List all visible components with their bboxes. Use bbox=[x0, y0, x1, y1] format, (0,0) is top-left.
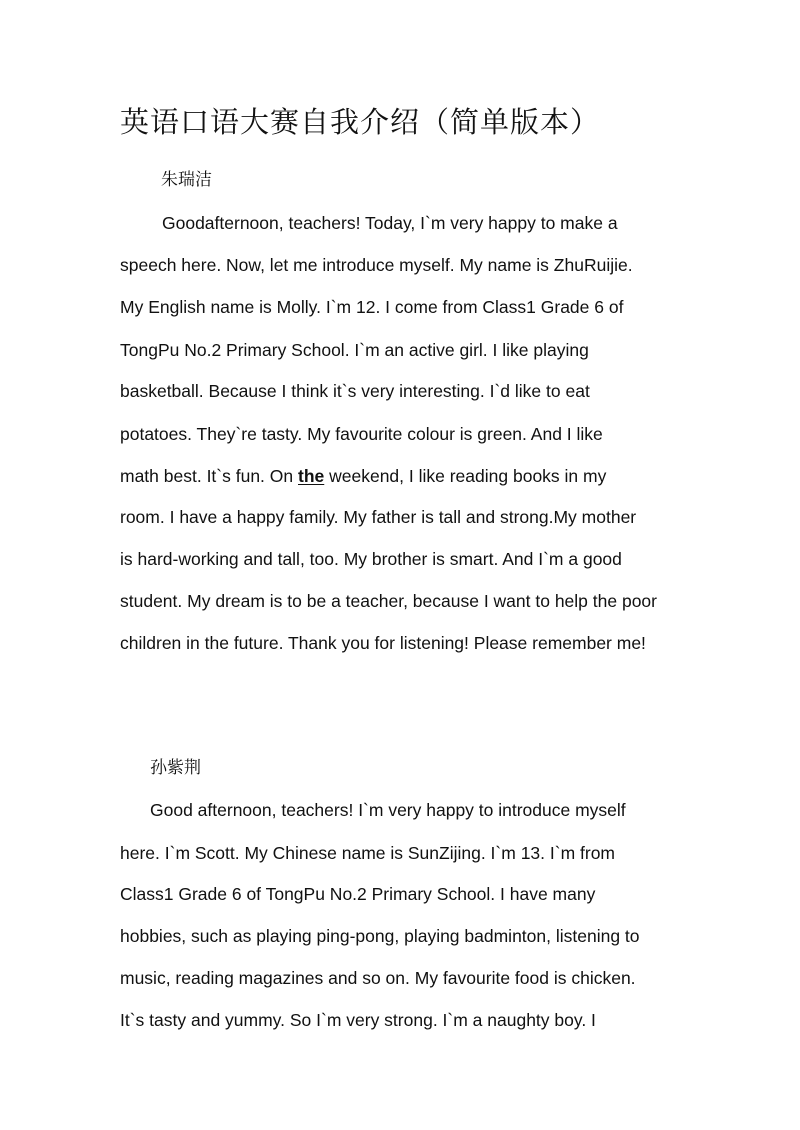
text-line: hobbies, such as playing ping-pong, playing badminton, listening to bbox=[120, 926, 640, 946]
text-line: TongPu No.2 Primary School. I`m an active girl. I like playing bbox=[120, 340, 589, 360]
speaker-name-2: 孙紫荆 bbox=[150, 758, 201, 778]
emphasized-word: the bbox=[298, 466, 325, 486]
text-fragment: weekend, I like reading books in my bbox=[324, 466, 607, 486]
text-fragment: math best. It`s fun. On bbox=[120, 466, 298, 486]
text-line: children in the future. Thank you for listening! Please remember me! bbox=[120, 633, 646, 653]
text-line: potatoes. They`re tasty. My favourite colour is green. And I like bbox=[120, 424, 603, 444]
text-line bbox=[120, 464, 606, 488]
text-line: My English name is Molly. I`m 12. I come from Class1 Grade 6 of bbox=[120, 297, 624, 317]
text-line: student. My dream is to be a teacher, because I want to help the poor bbox=[120, 591, 657, 611]
text-line: music, reading magazines and so on. My favourite food is chicken. bbox=[120, 968, 636, 988]
text-line: room. I have a happy family. My father is tall and strong.My mother bbox=[120, 507, 637, 527]
text-line: Goodafternoon, teachers! Today, I`m very happy to make a bbox=[162, 213, 618, 233]
document-title: 英语口语大赛自我介绍（简单版本） bbox=[120, 105, 601, 139]
speaker-name-1: 朱瑞洁 bbox=[161, 170, 212, 190]
text-line: Good afternoon, teachers! I`m very happy to introduce myself bbox=[150, 800, 626, 820]
text-line: It`s tasty and yummy. So I`m very strong. I`m a naughty boy. I bbox=[120, 1010, 596, 1030]
text-line: basketball. Because I think it`s very interesting. I`d like to eat bbox=[120, 381, 590, 401]
text-line: Class1 Grade 6 of TongPu No.2 Primary School. I have many bbox=[120, 884, 596, 904]
text-line: speech here. Now, let me introduce myself. My name is ZhuRuijie. bbox=[120, 255, 633, 275]
text-line: here. I`m Scott. My Chinese name is SunZijing. I`m 13. I`m from bbox=[120, 843, 616, 863]
text-line: is hard-working and tall, too. My brother is smart. And I`m a good bbox=[120, 549, 622, 569]
